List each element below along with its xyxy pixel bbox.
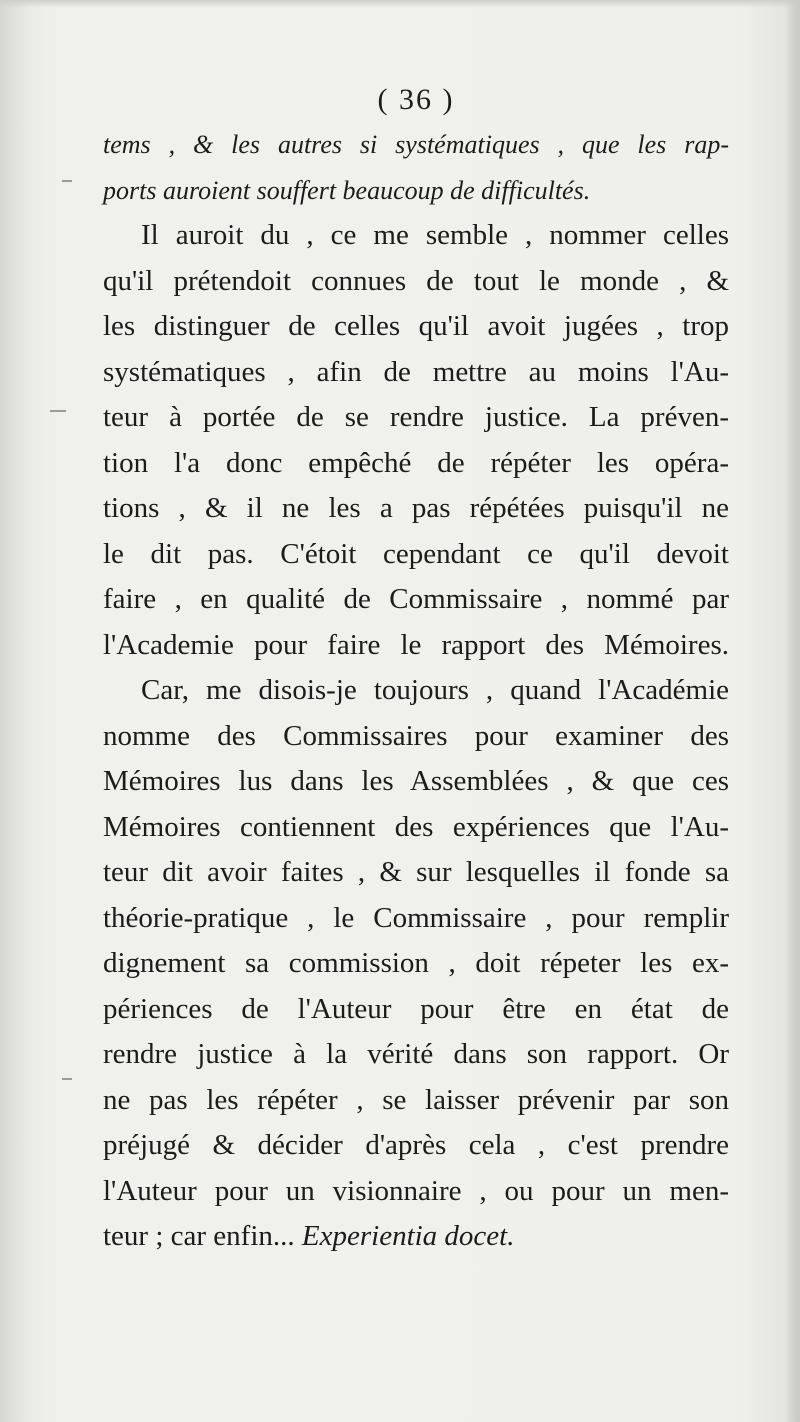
page-text (103, 80, 729, 1260)
text-line: ports auroient souffert beaucoup de difficultés. (103, 175, 591, 205)
text-line: faire , en qualité de Commissaire , nommé par (103, 583, 729, 615)
text-line: les distinguer de celles qu'il avoit jugées , trop (103, 310, 729, 342)
text-line: périences de l'Auteur pour être en état de (103, 992, 729, 1025)
text-line: dignement sa commission , doit répeter les ex- (103, 947, 729, 979)
text-line: rendre justice à la vérité dans son rapport. Or (103, 1038, 729, 1070)
text-line: Car, me disois-je toujours , quand l'Académie (141, 674, 729, 706)
text-line: qu'il prétendoit connues de tout le monde , & (103, 264, 729, 297)
text-line: l'Auteur pour un visionnaire , ou pour un men- (103, 1174, 729, 1207)
text-line: nomme des Commissaires pour examiner des (103, 719, 729, 752)
text-line: l'Academie pour faire le rapport des Mémoires. (103, 628, 729, 661)
text-line: systématiques , afin de mettre au moins l'Au- (103, 355, 729, 388)
page-number: ( 36 ) (377, 83, 455, 116)
text-line: teur à portée de se rendre justice. La préven- (103, 401, 729, 433)
text-line: tion l'a donc empêché de répéter les opéra- (103, 446, 729, 479)
text-line: préjugé & décider d'après cela , c'est prendre (103, 1129, 729, 1161)
text-line: le dit pas. C'étoit cependant ce qu'il devoit (103, 537, 729, 570)
margin-speck (62, 1078, 72, 1080)
text-line: tions , & il ne les a pas répétées puisqu'il ne (103, 492, 729, 524)
text-line: théorie-pratique , le Commissaire , pour remplir (103, 901, 729, 934)
text-line: tems , & les autres si systématiques , que les rap- (103, 130, 729, 159)
scan-shadow-right (786, 0, 800, 1422)
text-line: teur dit avoir faites , & sur lesquelles il fonde sa (103, 856, 729, 888)
text-line-final (103, 1214, 729, 1260)
text-line: Mémoires contiennent des expériences que l'Au- (103, 810, 729, 843)
text-line: Mémoires lus dans les Assemblées , & que ces (103, 765, 729, 797)
text-line: Il auroit du , ce me semble , nommer celles (141, 219, 729, 251)
margin-speck (50, 410, 66, 412)
margin-speck (62, 180, 72, 182)
latin-phrase: Experientia docet. (301, 1220, 515, 1252)
text-roman: teur ; car enfin... (103, 1220, 302, 1252)
scan-shadow-top (0, 0, 800, 8)
text-line: ne pas les répéter , se laisser prévenir par son (103, 1083, 729, 1116)
